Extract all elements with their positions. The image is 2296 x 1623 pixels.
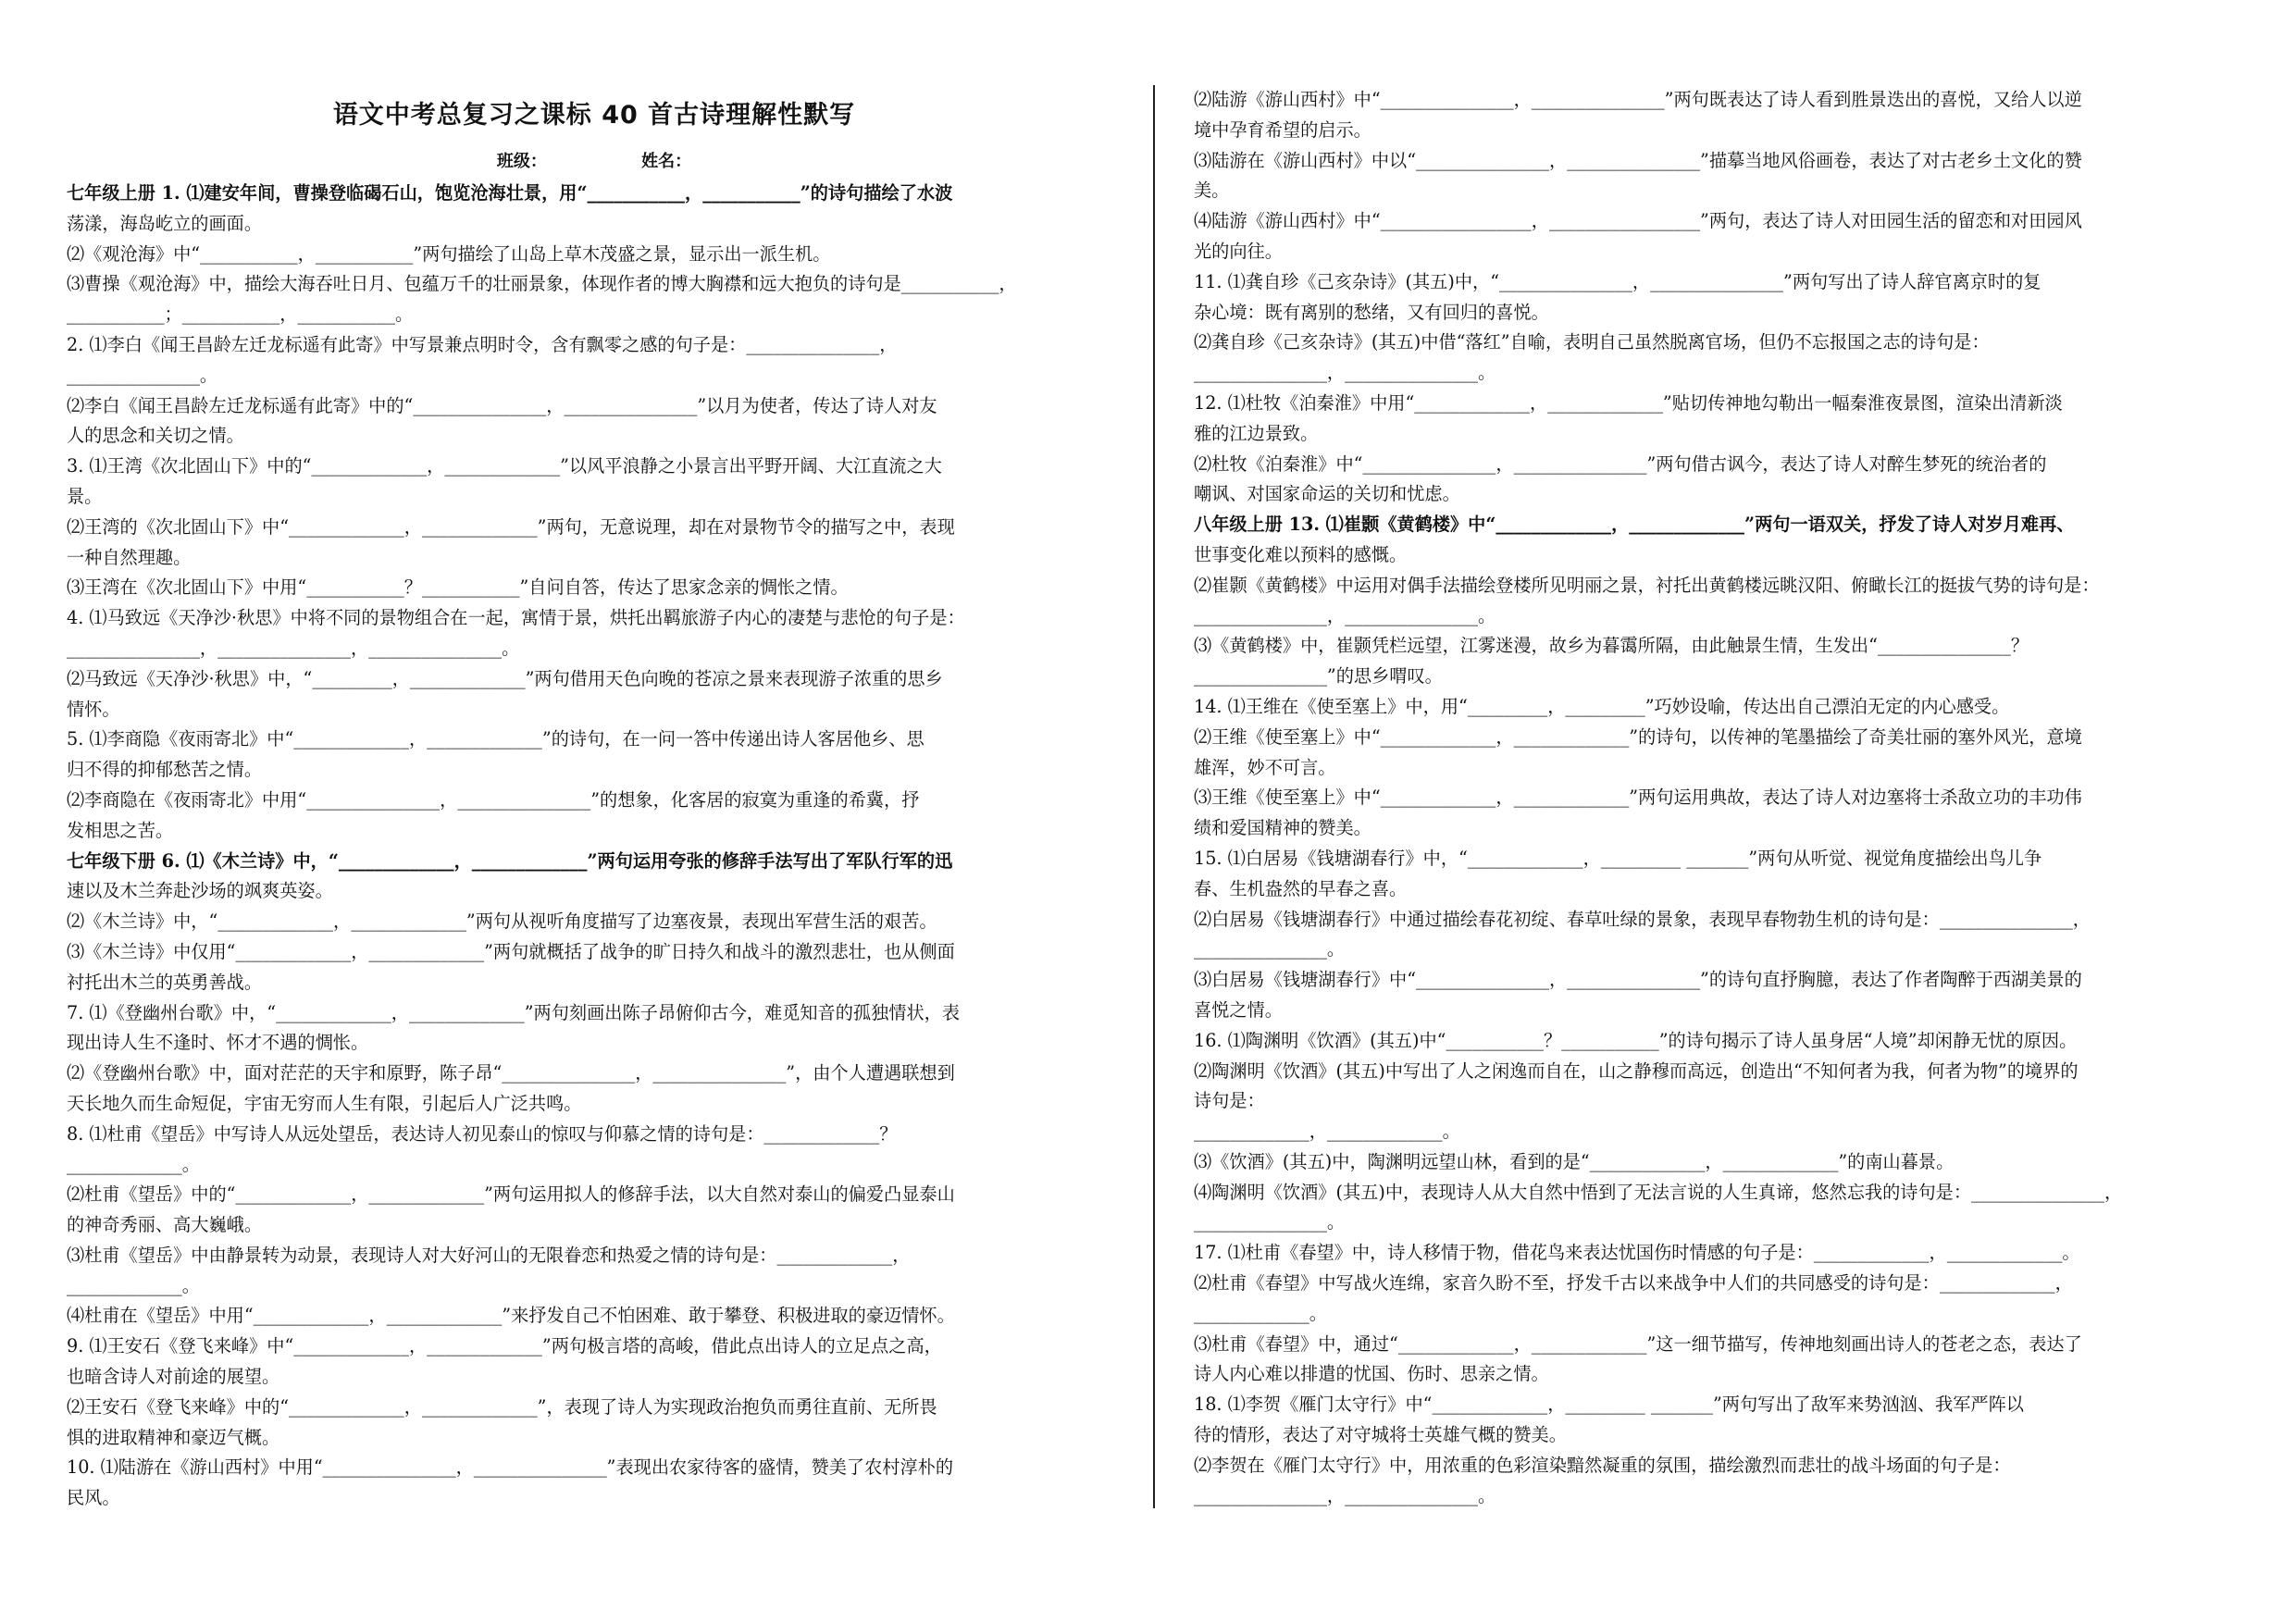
text-line: 18. ⑴李贺《雁门太守行》中“_____________，_________ _______”两句写出了敌军来势汹汹、我军严阵以 bbox=[1194, 1394, 2024, 1416]
text-line: 待的情形，表达了对守城将士英雄气概的赞美。 bbox=[1194, 1424, 1567, 1446]
text-line: _______________。 bbox=[1194, 938, 1346, 960]
text-line: ⑵杜甫《望岳》中的“_____________，_____________”两句运用拟人的修辞手法，以大自然对泰山的偏爱凸显泰山 bbox=[67, 1183, 955, 1206]
text-line: 雄浑，妙不可言。 bbox=[1194, 756, 1336, 778]
text-line: 5. ⑴李商隐《夜雨寄北》中“_____________，_____________”的诗句，在一问一答中传递出诗人客居他乡、思 bbox=[67, 728, 925, 750]
column-divider bbox=[1153, 85, 1155, 1508]
left-questions bbox=[67, 179, 1122, 1514]
text-line: ⑵王湾的《次北固山下》中“_____________，_____________”两句，无意说理，却在对景物节令的描写之中，表现 bbox=[67, 515, 955, 538]
text-line: 喜悦之情。 bbox=[1194, 998, 1283, 1021]
text-line: ⑶《饮酒》(其五)中，陶渊明远望山林，看到的是“_____________，_____________”的南山暮景。 bbox=[1194, 1150, 1955, 1172]
text-line: 诗人内心难以排遣的忧国、伤时、思亲之情。 bbox=[1194, 1363, 1549, 1385]
right-questions bbox=[1194, 85, 2249, 1511]
text-line: ⑵李白《闻王昌龄左迁龙标遥有此寄》中的“_______________，_______________”以月为使者，传达了诗人对友 bbox=[67, 394, 937, 416]
text-line: ⑶《黄鹤楼》中，崔颢凭栏远望，江雾迷漫，故乡为暮霭所隔，由此触景生情，生发出“_______________？ bbox=[1194, 635, 2029, 657]
text-line: 世事变化难以预料的感慨。 bbox=[1194, 543, 1408, 565]
text-line: 八年级上册 13. ⑴崔颢《黄鹤楼》中“_____________，_____________”两句一语双关，抒发了诗人对岁月难再、 bbox=[1194, 514, 2075, 536]
text-line: ⑷陶渊明《饮酒》(其五)中，表现诗人从大自然中悟到了无法言说的人生真谛，悠然忘我的诗句是：_______________， bbox=[1194, 1181, 2123, 1203]
text-line: 惧的进取精神和豪迈气概。 bbox=[67, 1426, 280, 1448]
text-line: ⑵崔颢《黄鹤楼》中运用对偶手法描绘登楼所见明丽之景，衬托出黄鹤楼远眺汉阳、俯瞰长江的挺拔气势的诗句是： bbox=[1194, 574, 2100, 596]
text-line: 15. ⑴白居易《钱塘湖春行》中，“_____________，_________ _______”两句从听觉、视觉角度描绘出鸟儿争 bbox=[1194, 847, 2042, 869]
text-line: 速以及木兰奔赴沙场的飒爽英姿。 bbox=[67, 880, 333, 902]
text-line: ⑶杜甫《春望》中，通过“_____________，_____________”这一细节描写，传神地刻画出诗人的苍老之态，表达了 bbox=[1194, 1332, 2082, 1355]
text-line: ⑵李贺在《雁门太守行》中，用浓重的色彩渲染黯然凝重的氛围，描绘激烈而悲壮的战斗场面的句子是： bbox=[1194, 1454, 2011, 1476]
text-line: 2. ⑴李白《闻王昌龄左迁龙标遥有此寄》中写景兼点明时令，含有飘零之感的句子是：_______________， bbox=[67, 333, 898, 355]
text-line: 七年级下册 6. ⑴《木兰诗》中，“_____________，_____________”两句运用夸张的修辞手法写出了军队行军的迅 bbox=[67, 849, 953, 872]
text-line: ⑶曹操《观沧海》中，描绘大海吞吐日月、包蕴万千的壮丽景象，体现作者的博大胸襟和远大抱负的诗句是___________， bbox=[67, 273, 1017, 295]
text-line: 雅的江边景致。 bbox=[1194, 422, 1319, 444]
text-line: ⑵王维《使至塞上》中“_____________，_____________”的诗句，以传神的笔墨描绘了奇美壮丽的塞外风光，意境 bbox=[1194, 725, 2082, 748]
text-line: 7. ⑴《登幽州台歌》中，“_____________，_____________”两句刻画出陈子昂俯仰古今，难觅知音的孤独情状，表 bbox=[67, 1001, 961, 1023]
text-line: _______________，_______________，_______________。 bbox=[67, 637, 520, 659]
student-info bbox=[67, 148, 1122, 172]
text-line: ⑵李商隐在《夜雨寄北》中用“_______________，_______________”的想象，化客居的寂寞为重逢的希冀，抒 bbox=[67, 788, 920, 811]
text-line: _______________”的思乡喟叹。 bbox=[1194, 665, 1443, 688]
text-line: 发相思之苦。 bbox=[67, 819, 174, 841]
text-line: ⑵陶渊明《饮酒》(其五)中写出了人之闲逸而自在，山之静穆而高远，创造出“不知何者为我，何者为物”的境界的 bbox=[1194, 1059, 2079, 1082]
text-line: 归不得的抑郁愁苦之情。 bbox=[67, 759, 263, 781]
text-line: ⑷杜甫在《望岳》中用“_____________，_____________”来抒发自己不怕困难、敢于攀登、积极进取的豪迈情怀。 bbox=[67, 1305, 955, 1327]
text-line: 17. ⑴杜甫《春望》中，诗人移情于物，借花鸟来表达忧国伤时情感的句子是：_____________，_____________。 bbox=[1194, 1242, 2080, 1264]
text-line: 嘲讽、对国家命运的关切和忧虑。 bbox=[1194, 483, 1460, 505]
text-line: ⑵《登幽州台歌》中，面对茫茫的天宇和原野，陈子昂“_______________，_______________”，由个人遭遇联想到 bbox=[67, 1062, 955, 1084]
text-line: 衬托出木兰的英勇善战。 bbox=[67, 971, 263, 993]
text-line: 9. ⑴王安石《登飞来峰》中“_____________，_____________”两句极言塔的高峻，借此点出诗人的立足点之高， bbox=[67, 1335, 942, 1357]
text-line: ⑵杜牧《泊秦淮》中“_______________，_______________”两句借古讽今，表达了诗人对醉生梦死的统治者的 bbox=[1194, 452, 2047, 475]
name-label: 姓名： bbox=[641, 152, 692, 171]
text-line: _____________。 bbox=[67, 1274, 200, 1296]
text-line: ⑶杜甫《望岳》中由静景转为动景，表现诗人对大好河山的无限眷恋和热爱之情的诗句是：_____________， bbox=[67, 1244, 911, 1266]
text-line: 14. ⑴王维在《使至塞上》中，用“_________，_________”巧妙设喻，传达出自己漂泊无定的内心感受。 bbox=[1194, 695, 2010, 717]
text-line: _______________。 bbox=[67, 364, 218, 386]
text-line: 诗句是： bbox=[1194, 1090, 1265, 1112]
text-line: ⑵陆游《游山西村》中“_______________，_______________”两句既表达了诗人看到胜景迭出的喜悦，又给人以逆 bbox=[1194, 89, 2082, 110]
text-line: 民风。 bbox=[67, 1487, 120, 1509]
text-line: 天长地久而生命短促，宇宙无穷而人生有限，引起后人广泛共鸣。 bbox=[67, 1092, 582, 1114]
text-line: 杂心境：既有离别的愁绪，又有回归的喜悦。 bbox=[1194, 301, 1549, 323]
text-line: 春、生机盎然的早春之喜。 bbox=[1194, 877, 1408, 899]
text-line: _______________。 bbox=[1194, 1211, 1346, 1233]
text-line: 8. ⑴杜甫《望岳》中写诗人从远处望岳，表达诗人初见泰山的惊叹与仰慕之情的诗句是：_____________？ bbox=[67, 1122, 898, 1145]
text-line: ⑵王安石《登飞来峰》中的“_____________，_____________”，表现了诗人为实现政治抱负而勇往直前、无所畏 bbox=[67, 1395, 937, 1418]
text-line: 绩和爱国精神的赞美。 bbox=[1194, 817, 1371, 839]
text-line: _____________，_____________。 bbox=[1194, 1121, 1460, 1143]
text-line: ⑵马致远《天净沙·秋思》中，“_________，_____________”两句借用天色向晚的苍凉之景来表现游子浓重的思乡 bbox=[67, 667, 943, 689]
text-line: 现出诗人生不逢时、怀才不遇的惆怅。 bbox=[67, 1032, 369, 1054]
text-line: ⑶陆游在《游山西村》中以“_______________，_______________”描摹当地风俗画卷，表达了对古老乡土文化的赞 bbox=[1194, 149, 2082, 171]
text-line: 人的思念和关切之情。 bbox=[67, 425, 244, 447]
text-line: ⑶《木兰诗》中仅用“_____________，_____________”两句就概括了战争的旷日持久和战斗的激烈悲壮，也从侧面 bbox=[67, 940, 955, 962]
text-line: _______________，_______________。 bbox=[1194, 604, 1496, 626]
text-line: 一种自然理趣。 bbox=[67, 546, 192, 568]
text-line: ⑵《木兰诗》中，“_____________，_____________”两句从视听角度描写了边塞夜景，表现出军营生活的艰苦。 bbox=[67, 911, 937, 933]
text-line: _______________，_______________。 bbox=[1194, 1484, 1496, 1506]
text-line: 12. ⑴杜牧《泊秦淮》中用“_____________，_____________”贴切传神地勾勒出一幅秦淮夜景图，渲染出清新淡 bbox=[1194, 391, 2063, 414]
text-line: 美。 bbox=[1194, 180, 1230, 202]
text-line: 3. ⑴王湾《次北固山下》中的“_____________，_____________”以风平浪静之小景言出平野开阔、大江直流之大 bbox=[67, 455, 942, 477]
text-line: ⑶白居易《钱塘湖春行》中“_______________，_______________”的诗句直抒胸臆，表达了作者陶醉于西湖美景的 bbox=[1194, 969, 2082, 991]
text-line: _____________。 bbox=[67, 1153, 200, 1175]
text-line: 光的向往。 bbox=[1194, 240, 1283, 262]
text-line: ⑶王湾在《次北固山下》中用“___________？___________”自问自答，传达了思家念亲的惆怅之情。 bbox=[67, 576, 849, 599]
text-line: ⑵白居易《钱塘湖春行》中通过描绘春花初绽、春草吐绿的景象，表现早春物勃生机的诗句是：_______________， bbox=[1194, 908, 2091, 930]
text-line: ___________；___________，___________。 bbox=[67, 304, 414, 326]
text-line: ⑵杜甫《春望》中写战火连绵，家音久盼不至，抒发千古以来战争中人们的共同感受的诗句是：_____________， bbox=[1194, 1272, 2073, 1295]
text-line: 七年级上册 1. ⑴建安年间，曹操登临碣石山，饱览沧海壮景，用“___________，___________”的诗句描绘了水波 bbox=[67, 182, 953, 204]
page-title: 语文中考总复习之课标 40 首古诗理解性默写 bbox=[332, 101, 856, 130]
text-line: 10. ⑴陆游在《游山西村》中用“_______________，_______________”表现出农家待客的盛情，赞美了农村淳朴的 bbox=[67, 1456, 954, 1479]
text-line: 也暗含诗人对前途的展望。 bbox=[67, 1366, 280, 1388]
class-label: 班级： bbox=[496, 152, 547, 171]
text-line: _______________，_______________。 bbox=[1194, 362, 1496, 384]
text-line: 情怀。 bbox=[67, 698, 120, 720]
text-line: 的神奇秀丽、高大巍峨。 bbox=[67, 1214, 263, 1236]
text-line: 景。 bbox=[67, 485, 103, 507]
text-line: 境中孕育希望的启示。 bbox=[1194, 118, 1371, 141]
text-line: ⑵龚自珍《己亥杂诗》(其五)中借“落红”自喻，表明自己虽然脱离官场，但仍不忘报国之志的诗句是： bbox=[1194, 331, 1990, 353]
text-line: ⑵《观沧海》中“___________，___________”两句描绘了山岛上草木茂盛之景，显示出一派生机。 bbox=[67, 242, 831, 265]
text-line: 荡漾，海岛屹立的画面。 bbox=[67, 212, 263, 234]
text-line: ⑷陆游《游山西村》中“_________________，_________________”两句，表达了诗人对田园生活的留恋和对田园风 bbox=[1194, 210, 2082, 232]
text-line: 11. ⑴龚自珍《己亥杂诗》(其五)中，“_______________，_______________”两句写出了诗人辞官离京时的复 bbox=[1194, 270, 2042, 292]
text-line: ⑶王维《使至塞上》中“_____________，_____________”两句运用典故，表达了诗人对边塞将士杀敌立功的丰功伟 bbox=[1194, 787, 2082, 809]
text-line: 16. ⑴陶渊明《饮酒》(其五)中“___________？___________”的诗句揭示了诗人虽身居“人境”却闲静无忧的原因。 bbox=[1194, 1029, 2078, 1051]
text-line: 4. ⑴马致远《天净沙·秋思》中将不同的景物组合在一起，寓情于景，烘托出羁旅游子内心的凄楚与悲怆的句子是： bbox=[67, 607, 965, 629]
text-line: _____________。 bbox=[1194, 1302, 1327, 1324]
